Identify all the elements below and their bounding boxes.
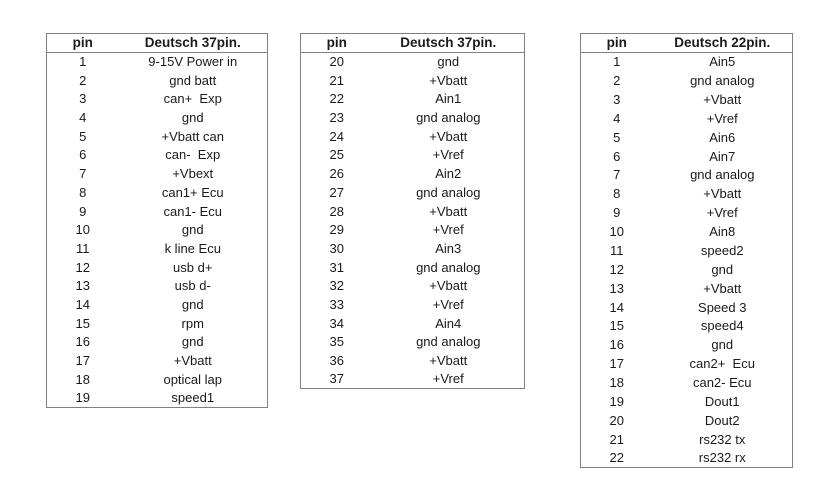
- pin-number-cell: 2: [613, 73, 621, 88]
- signal-cell: speed4: [700, 318, 744, 334]
- signal-cell: +Vbatt: [173, 353, 212, 369]
- pin-table-deutsch37-pins1-19: [46, 33, 268, 408]
- signal-cell: gnd: [711, 337, 734, 353]
- pin-number-cell: 4: [79, 110, 87, 126]
- pin-number-cell: 11: [610, 242, 624, 258]
- pin-number-cell: 9: [79, 203, 87, 219]
- pin-number-cell: 18: [75, 371, 90, 387]
- pin-row: [301, 71, 525, 90]
- pin-row: [581, 165, 793, 184]
- pin-row: [581, 430, 793, 449]
- signal-cell: Ain3: [435, 240, 462, 256]
- pin-row: [581, 449, 793, 468]
- signal-cell: can2+ Ecu: [689, 356, 755, 372]
- signal-cell: +Vbatt: [703, 280, 742, 296]
- pin-number-cell: 31: [329, 259, 344, 275]
- pin-row: [301, 333, 525, 352]
- column-header-pin: pin: [47, 34, 119, 53]
- pin-row: [301, 52, 525, 71]
- pin-row: [581, 203, 793, 222]
- pin-row: [47, 52, 268, 71]
- pin-number-cell: 7: [613, 167, 621, 183]
- pin-number-cell: 33: [329, 296, 344, 312]
- pin-row: [301, 314, 525, 333]
- pin-row: [301, 90, 525, 109]
- pin-number-cell: 10: [75, 222, 90, 238]
- pin-row: [301, 295, 525, 314]
- signal-cell: +Vref: [706, 110, 738, 126]
- signal-cell: gnd analog: [416, 334, 481, 350]
- pin-number-cell: 8: [79, 184, 87, 200]
- pin-number-cell: 23: [329, 110, 344, 126]
- signal-cell: +Vref: [432, 222, 464, 238]
- table-header: [581, 34, 793, 53]
- signal-cell: can1- Ecu: [163, 203, 223, 219]
- pin-row: [581, 316, 793, 335]
- pin-number-cell: 2: [79, 72, 87, 88]
- pin-row: [301, 146, 525, 165]
- pin-number-cell: 16: [609, 337, 624, 353]
- signal-cell: Dout2: [704, 412, 740, 428]
- pin-row: [47, 295, 268, 314]
- signal-cell: +Vref: [432, 147, 464, 163]
- signal-cell: Ain2: [435, 166, 462, 182]
- pin-number-cell: 22: [609, 450, 624, 466]
- signal-cell: +Vref: [706, 205, 738, 221]
- pin-table-deutsch22-pins1-22: [580, 33, 793, 468]
- pin-number-cell: 29: [329, 222, 344, 238]
- pin-row: [47, 258, 268, 277]
- table-body: [301, 52, 525, 388]
- signal-cell: Ain5: [709, 54, 736, 70]
- pin-number-cell: 15: [609, 318, 624, 334]
- signal-cell: can+ Exp: [163, 91, 222, 107]
- pin-row: [581, 392, 793, 411]
- pin-number-cell: 32: [329, 278, 344, 294]
- header-row: [47, 34, 268, 53]
- pin-number-cell: 18: [609, 375, 624, 390]
- pin-row: [47, 276, 268, 295]
- pin-row: [581, 71, 793, 90]
- pin-number-cell: 14: [75, 296, 90, 312]
- pin-number-cell: 21: [329, 72, 344, 88]
- signal-cell: +Vbatt: [429, 278, 468, 294]
- signal-cell: gnd: [181, 334, 204, 350]
- pin-row: [47, 164, 268, 183]
- signal-cell: +Vbatt: [429, 353, 468, 369]
- pin-row: [581, 335, 793, 354]
- signal-cell: Ain6: [709, 129, 736, 145]
- signal-cell: can2- Ecu: [692, 375, 752, 390]
- pin-row: [47, 202, 268, 221]
- pin-number-cell: 24: [329, 128, 344, 144]
- signal-cell: gnd: [711, 261, 734, 277]
- pin-number-cell: 13: [609, 280, 624, 296]
- pin-number-cell: 35: [329, 334, 344, 350]
- pin-row: [581, 241, 793, 260]
- pin-number-cell: 21: [609, 431, 624, 447]
- signal-cell: gnd analog: [416, 259, 481, 275]
- pin-row: [47, 183, 268, 202]
- signal-cell: speed1: [171, 390, 215, 406]
- pin-number-cell: 37: [329, 371, 344, 387]
- pin-number-cell: 20: [329, 54, 344, 70]
- signal-cell: Ain7: [709, 148, 736, 164]
- signal-cell: +Vbatt: [429, 203, 468, 219]
- signal-cell: +Vref: [432, 371, 464, 387]
- pin-number-cell: 19: [75, 390, 90, 406]
- pin-row: [47, 370, 268, 389]
- pin-number-cell: 27: [329, 184, 344, 200]
- pin-number-cell: 26: [329, 166, 344, 182]
- column-header-pin: pin: [581, 34, 653, 53]
- signal-cell: k line Ecu: [164, 240, 221, 256]
- pin-row: [581, 298, 793, 317]
- pin-number-cell: 3: [613, 91, 621, 107]
- table-body: [47, 52, 268, 407]
- signal-cell: +Vbatt: [703, 91, 742, 107]
- pin-row: [301, 127, 525, 146]
- pin-number-cell: 16: [75, 334, 90, 350]
- pin-number-cell: 14: [609, 299, 624, 315]
- pin-number-cell: 11: [76, 240, 90, 256]
- signal-cell: gnd: [181, 222, 204, 238]
- pin-row: [47, 127, 268, 146]
- pin-row: [301, 370, 525, 389]
- pin-number-cell: 1: [79, 54, 87, 70]
- signal-cell: gnd batt: [169, 72, 217, 88]
- pin-number-cell: 34: [329, 315, 344, 331]
- header-row: [301, 34, 525, 53]
- signal-cell: rs232 tx: [699, 431, 746, 447]
- signal-cell: gnd: [181, 296, 204, 312]
- pin-number-cell: 5: [79, 128, 87, 144]
- signal-cell: Ain4: [435, 315, 462, 331]
- pin-number-cell: 17: [75, 353, 90, 369]
- pin-row: [47, 90, 268, 109]
- pin-row: [301, 108, 525, 127]
- pin-row: [47, 239, 268, 258]
- signal-cell: optical lap: [163, 371, 223, 387]
- pin-number-cell: 17: [609, 356, 624, 372]
- pin-row: [581, 260, 793, 279]
- pin-row: [301, 220, 525, 239]
- signal-cell: Dout1: [704, 393, 740, 409]
- pin-number-cell: 6: [613, 148, 621, 164]
- pin-row: [301, 239, 525, 258]
- signal-cell: speed2: [700, 242, 744, 258]
- pin-row: [301, 164, 525, 183]
- table-header: [47, 34, 268, 53]
- pin-number-cell: 20: [609, 412, 624, 428]
- signal-cell: +Vbext: [172, 166, 214, 182]
- pin-number-cell: 6: [79, 147, 87, 163]
- signal-cell: 9-15V Power in: [148, 54, 238, 70]
- signal-cell: usb d-: [174, 278, 211, 294]
- pin-row: [581, 184, 793, 203]
- pin-number-cell: 28: [329, 203, 344, 219]
- signal-cell: Ain1: [435, 91, 462, 107]
- signal-cell: can- Exp: [165, 147, 221, 163]
- pin-row: [581, 128, 793, 147]
- pin-row: [47, 108, 268, 127]
- pin-table-deutsch37-pins20-37: [300, 33, 525, 389]
- pin-number-cell: 5: [613, 129, 621, 145]
- signal-cell: rs232 rx: [698, 450, 746, 466]
- pin-row: [47, 333, 268, 352]
- signal-cell: gnd analog: [690, 167, 755, 183]
- signal-cell: gnd analog: [416, 184, 481, 200]
- signal-cell: +Vbatt can: [161, 128, 225, 144]
- pin-row: [47, 220, 268, 239]
- pin-row: [581, 373, 793, 392]
- pin-number-cell: 30: [329, 240, 344, 256]
- pin-row: [301, 202, 525, 221]
- pin-row: [581, 109, 793, 128]
- pin-row: [581, 411, 793, 430]
- pin-number-cell: 10: [609, 224, 624, 239]
- pin-row: [47, 71, 268, 90]
- pin-number-cell: 12: [609, 261, 624, 277]
- pin-number-cell: 3: [79, 91, 87, 107]
- pin-number-cell: 22: [329, 91, 344, 107]
- pin-number-cell: 15: [75, 315, 90, 331]
- column-header-connector: Deutsch 22pin.: [653, 34, 793, 53]
- signal-cell: usb d+: [173, 259, 213, 275]
- pin-row: [47, 389, 268, 408]
- pin-row: [581, 90, 793, 109]
- signal-cell: Speed 3: [698, 299, 747, 315]
- signal-cell: gnd analog: [690, 73, 755, 88]
- signal-cell: +Vbatt: [429, 72, 468, 88]
- signal-cell: rpm: [181, 315, 204, 331]
- pin-number-cell: 1: [613, 54, 621, 70]
- signal-cell: gnd analog: [416, 110, 481, 126]
- signal-cell: +Vbatt: [429, 128, 468, 144]
- signal-cell: +Vref: [432, 296, 464, 312]
- pin-row: [301, 351, 525, 370]
- signal-cell: gnd: [181, 110, 204, 126]
- pin-row: [301, 258, 525, 277]
- pin-row: [581, 279, 793, 298]
- pin-row: [47, 314, 268, 333]
- signal-cell: can1+ Ecu: [161, 184, 224, 200]
- pin-number-cell: 19: [609, 393, 624, 409]
- pin-number-cell: 4: [613, 110, 621, 126]
- pin-row: [47, 351, 268, 370]
- signal-cell: gnd: [437, 54, 460, 70]
- pin-number-cell: 25: [329, 147, 344, 163]
- column-header-connector: Deutsch 37pin.: [119, 34, 268, 53]
- table-body: [581, 52, 793, 467]
- pin-number-cell: 13: [75, 278, 90, 294]
- pin-number-cell: 36: [329, 353, 344, 369]
- pin-number-cell: 12: [75, 259, 90, 275]
- table-header: [301, 34, 525, 53]
- header-row: [581, 34, 793, 53]
- pin-number-cell: 7: [79, 166, 87, 182]
- pin-row: [581, 52, 793, 71]
- column-header-pin: pin: [301, 34, 373, 53]
- pin-row: [301, 276, 525, 295]
- signal-cell: +Vbatt: [703, 186, 742, 202]
- pin-row: [581, 147, 793, 166]
- pin-number-cell: 9: [613, 205, 621, 221]
- pin-row: [47, 146, 268, 165]
- pin-row: [301, 183, 525, 202]
- signal-cell: Ain8: [709, 224, 736, 239]
- pin-row: [581, 222, 793, 241]
- pin-number-cell: 8: [613, 186, 621, 202]
- pin-row: [581, 354, 793, 373]
- column-header-connector: Deutsch 37pin.: [373, 34, 525, 53]
